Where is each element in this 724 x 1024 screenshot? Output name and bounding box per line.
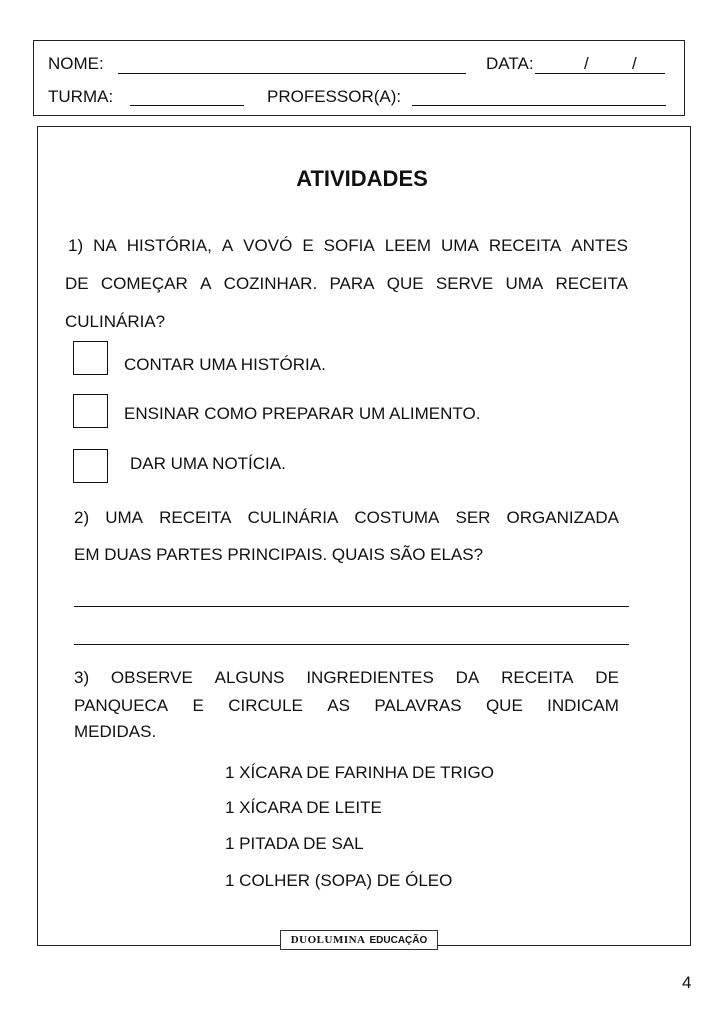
word: RECEITA <box>159 508 232 527</box>
q3-line-2 <box>74 696 619 716</box>
word: QUE <box>485 696 523 715</box>
q1-line-3: CULINÁRIA? <box>65 312 166 331</box>
word: VOVÓ <box>243 236 293 255</box>
word: PARA <box>329 274 375 293</box>
word: COMEÇAR <box>100 274 188 293</box>
ingredient-1[interactable]: 1 XÍCARA DE FARINHA DE TRIGO <box>225 763 494 782</box>
word: QUE <box>386 274 424 293</box>
date-separator-1: / <box>584 54 589 73</box>
publisher-logo <box>280 930 438 950</box>
word: COSTUMA <box>354 508 440 527</box>
page-number: 4 <box>682 973 692 992</box>
word: ORGANIZADA <box>506 508 619 527</box>
q2-line-1 <box>74 508 619 528</box>
q1-option-3-label: DAR UMA NOTÍCIA. <box>130 454 286 473</box>
q3-line-1 <box>74 668 619 688</box>
q1-line-1 <box>68 236 628 256</box>
class-field[interactable] <box>130 105 244 106</box>
word: ALGUNS <box>214 668 285 687</box>
word: PALAVRAS <box>374 696 462 715</box>
word: 3) <box>74 668 90 687</box>
word: SERVE <box>435 274 494 293</box>
word: E <box>302 236 314 255</box>
word: 1) <box>68 236 84 255</box>
word: UMA <box>441 236 479 255</box>
word: INGREDIENTES <box>306 668 434 687</box>
word: DA <box>455 668 480 687</box>
word: DE <box>595 668 619 687</box>
class-label: TURMA: <box>48 87 114 106</box>
date-label: DATA: <box>486 54 534 73</box>
logo-brand: DUOLUMINA <box>290 934 366 946</box>
word: OBSERVE <box>110 668 193 687</box>
word: SER <box>455 508 491 527</box>
word: COZINHAR. <box>223 274 318 293</box>
q1-option-1-label: CONTAR UMA HISTÓRIA. <box>124 355 326 374</box>
q1-option-2-label: ENSINAR COMO PREPARAR UM ALIMENTO. <box>124 404 481 423</box>
word: A <box>221 236 234 255</box>
word: 2) <box>74 508 90 527</box>
q1-line-2 <box>65 274 628 294</box>
q2-answer-line-1[interactable] <box>74 606 629 607</box>
word: HISTÓRIA, <box>126 236 212 255</box>
word: NA <box>93 236 117 255</box>
q3-line-3: MEDIDAS. <box>74 722 157 741</box>
teacher-field[interactable] <box>412 105 666 106</box>
name-field[interactable] <box>118 73 466 74</box>
q1-option-1-checkbox[interactable] <box>73 341 108 375</box>
word: CULINÁRIA <box>247 508 339 527</box>
word: RECEITA <box>488 236 562 255</box>
teacher-label: PROFESSOR(A): <box>267 87 402 106</box>
word: A <box>200 274 212 293</box>
q1-option-2-checkbox[interactable] <box>73 394 108 428</box>
word: DE <box>65 274 89 293</box>
q2-answer-line-2[interactable] <box>74 644 629 645</box>
word: AS <box>327 696 350 715</box>
date-separator-2: / <box>632 54 637 73</box>
word: CIRCULE <box>228 696 303 715</box>
ingredient-2[interactable]: 1 XÍCARA DE LEITE <box>225 798 382 817</box>
date-field[interactable] <box>535 73 665 74</box>
q2-line-2: EM DUAS PARTES PRINCIPAIS. QUAIS SÃO ELAS? <box>74 545 484 564</box>
word: PANQUECA <box>74 696 169 715</box>
word: E <box>192 696 204 715</box>
ingredient-3[interactable]: 1 PITADA DE SAL <box>225 834 364 853</box>
word: INDICAM <box>547 696 619 715</box>
name-label: NOME: <box>48 54 104 73</box>
word: LEEM <box>384 236 431 255</box>
word: RECEITA <box>501 668 574 687</box>
logo-subtitle: EDUCAÇÃO <box>369 934 428 946</box>
word: UMA <box>505 274 544 293</box>
word: UMA <box>105 508 143 527</box>
page-title: ATIVIDADES <box>296 166 428 191</box>
word: SOFIA <box>323 236 375 255</box>
word: ANTES <box>571 236 628 255</box>
q1-option-3-checkbox[interactable] <box>73 449 108 483</box>
word: RECEITA <box>555 274 628 293</box>
ingredient-4[interactable]: 1 COLHER (SOPA) DE ÓLEO <box>225 871 453 890</box>
